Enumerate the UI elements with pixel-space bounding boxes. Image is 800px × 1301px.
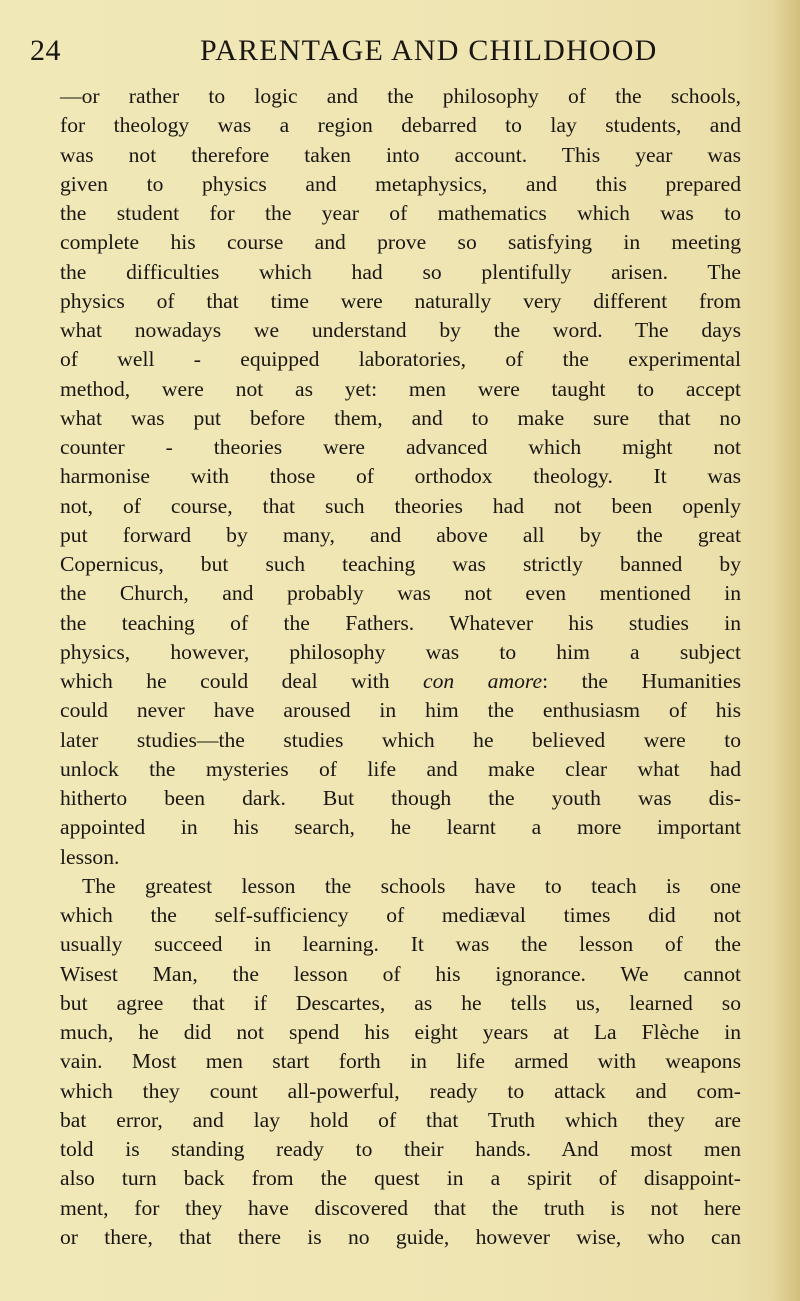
text-line: appointed in his search, he learnt a more important bbox=[60, 815, 741, 840]
text-line: usually succeed in learning. It was the lesson of the bbox=[60, 932, 741, 957]
text-line: the Church, and probably was not even mentioned in bbox=[60, 581, 741, 606]
text-line: bat error, and lay hold of that Truth which they are bbox=[60, 1107, 741, 1132]
text-line: physics of that time were naturally very different from bbox=[60, 288, 741, 313]
page-edge-shadow bbox=[772, 0, 800, 1301]
text-line: complete his course and prove so satisfying in meeting bbox=[60, 230, 741, 255]
text-line: could never have aroused in him the enthusiasm of his bbox=[60, 698, 741, 723]
paragraph-end-line: lesson. bbox=[60, 844, 120, 869]
text-line: what was put before them, and to make sure that no bbox=[60, 405, 741, 430]
page-number: 24 bbox=[30, 34, 61, 67]
text-line: also turn back from the quest in a spirit of disappoint- bbox=[60, 1166, 741, 1191]
body-text bbox=[60, 82, 741, 1252]
paragraph-start-line: The greatest lesson the schools have to teach is one bbox=[82, 873, 741, 898]
text-line: hitherto been dark. But though the youth was dis- bbox=[60, 786, 741, 810]
text-line: harmonise with those of orthodox theology. It was bbox=[60, 464, 741, 489]
text-line: which they count all-powerful, ready to attack and com- bbox=[60, 1078, 741, 1103]
text-line: what nowadays we understand by the word. The days bbox=[60, 318, 741, 342]
text-line: for theology was a region debarred to lay students, and bbox=[60, 113, 741, 138]
text-line: was not therefore taken into account. This year was bbox=[60, 142, 741, 167]
text-line: physics, however, philosophy was to him a subject bbox=[60, 639, 741, 664]
text-line: later studies—the studies which he believed were to bbox=[60, 727, 741, 752]
text-line: Copernicus, but such teaching was strictly banned by bbox=[60, 552, 741, 576]
text-line: given to physics and metaphysics, and this prepared bbox=[60, 171, 741, 196]
text-line: the difficulties which had so plentifully arisen. The bbox=[60, 259, 741, 284]
running-title: PARENTAGE AND CHILDHOOD bbox=[200, 34, 658, 67]
text-line: the teaching of the Fathers. Whatever his studies in bbox=[60, 610, 741, 635]
text-line: much, he did not spend his eight years at La Flèche in bbox=[60, 1020, 741, 1044]
text-run: which he could deal with bbox=[60, 669, 423, 693]
text-line: counter - theories were advanced which might not bbox=[60, 435, 741, 459]
text-line: the student for the year of mathematics which was to bbox=[60, 201, 741, 225]
text-line: —or rather to logic and the philosophy of the schools, bbox=[60, 84, 741, 108]
text-line: or there, that there is no guide, however wise, who can bbox=[60, 1224, 741, 1249]
text-line: which the self-sufficiency of mediæval times did not bbox=[60, 903, 741, 927]
text-line-with-italic bbox=[60, 667, 741, 696]
italic-phrase: con amore bbox=[423, 669, 543, 693]
text-line: ment, for they have discovered that the truth is not here bbox=[60, 1195, 741, 1220]
text-line: of well - equipped laboratories, of the experimental bbox=[60, 347, 741, 372]
text-line: put forward by many, and above all by the great bbox=[60, 522, 741, 547]
text-line: unlock the mysteries of life and make clear what had bbox=[60, 756, 741, 781]
running-head bbox=[30, 34, 750, 74]
text-line: Wisest Man, the lesson of his ignorance. We cannot bbox=[60, 961, 741, 986]
text-line: method, were not as yet: men were taught to accept bbox=[60, 376, 741, 401]
text-line: told is standing ready to their hands. And most men bbox=[60, 1137, 741, 1161]
text-line: not, of course, that such theories had not been openly bbox=[60, 493, 741, 518]
text-line: vain. Most men start forth in life armed with weapons bbox=[60, 1049, 741, 1074]
text-run: : the Humanities bbox=[542, 669, 742, 693]
text-line: but agree that if Descartes, as he tells us, learned so bbox=[60, 990, 741, 1015]
